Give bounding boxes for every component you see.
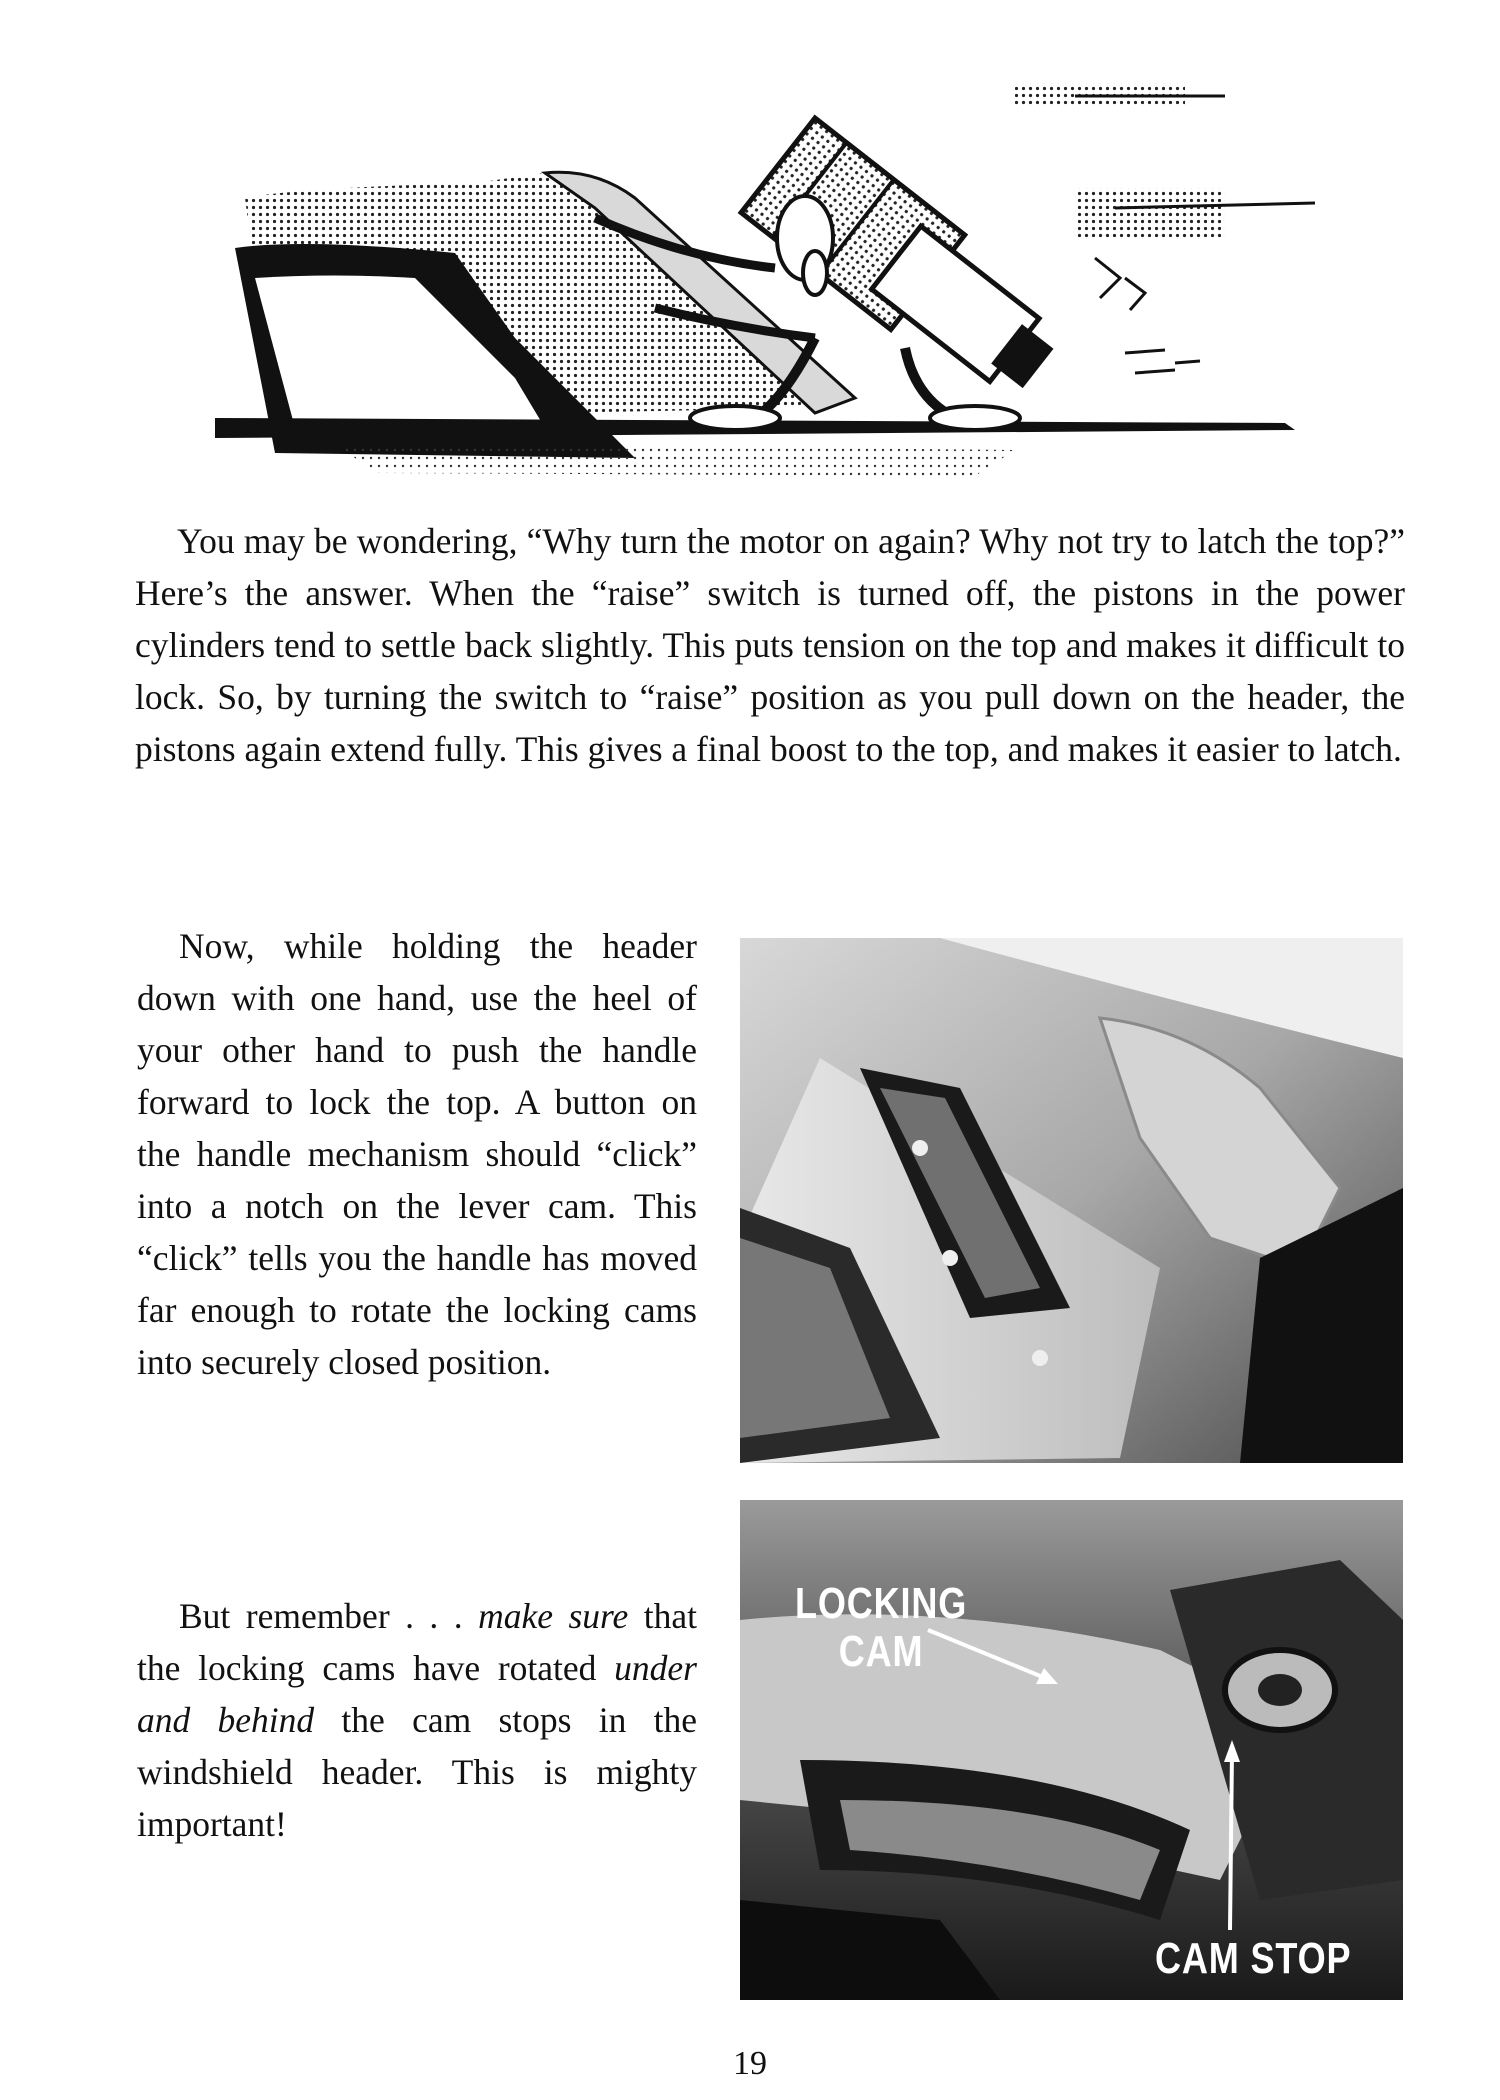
paragraph-reminder (137, 1590, 697, 1850)
cartoon-illustration (215, 78, 1325, 498)
photo-locking-cam (740, 1500, 1403, 2000)
paragraph-lock-instructions (137, 920, 697, 1388)
reminder-text-1: But remember . . . (179, 1596, 479, 1636)
callout-locking-cam-line1: LOCKING (795, 1579, 968, 1628)
reminder-emphasis-2: under and behind (137, 1648, 697, 1740)
cam-stop-arrow (1230, 1750, 1232, 1930)
callout-locking-cam-line2: CAM (838, 1627, 924, 1676)
callout-locking-cam (795, 1580, 967, 1676)
reminder-emphasis-1: make sure (478, 1596, 629, 1636)
paragraph-lock-text: Now, while holding the header down with one hand, use the heel of your other hand to push the handle forward to lock the top. A button on the handle mechanism should “click” into a notch on the lever cam. This “click” tells you the handle has moved far enough to rotate the locking cams into securely closed position. (137, 926, 697, 1382)
reminder-text-2: that the locking cams have rotated (137, 1596, 697, 1688)
callout-cam-stop: CAM STOP (1155, 1934, 1352, 1983)
paragraph-explanation (135, 515, 1405, 775)
reminder-text-3: the cam stops in the windshield header. This is mighty important! (137, 1700, 697, 1844)
photo-hand-on-handle (740, 938, 1403, 1463)
paragraph-explanation-text: You may be wondering, “Why turn the motor on again? Why not try to latch the top?” Here’s the answer. When the “raise” switch is turned off, the pistons in the power cylinders tend to settle back slightly. This puts tension on the top and makes it difficult to lock. So, by turning the switch to “raise” position as you pull down on the header, the pistons again extend fully. This gives a final boost to the top, and makes it easier to latch. (135, 521, 1405, 769)
page-number: 19 (733, 2045, 767, 2082)
